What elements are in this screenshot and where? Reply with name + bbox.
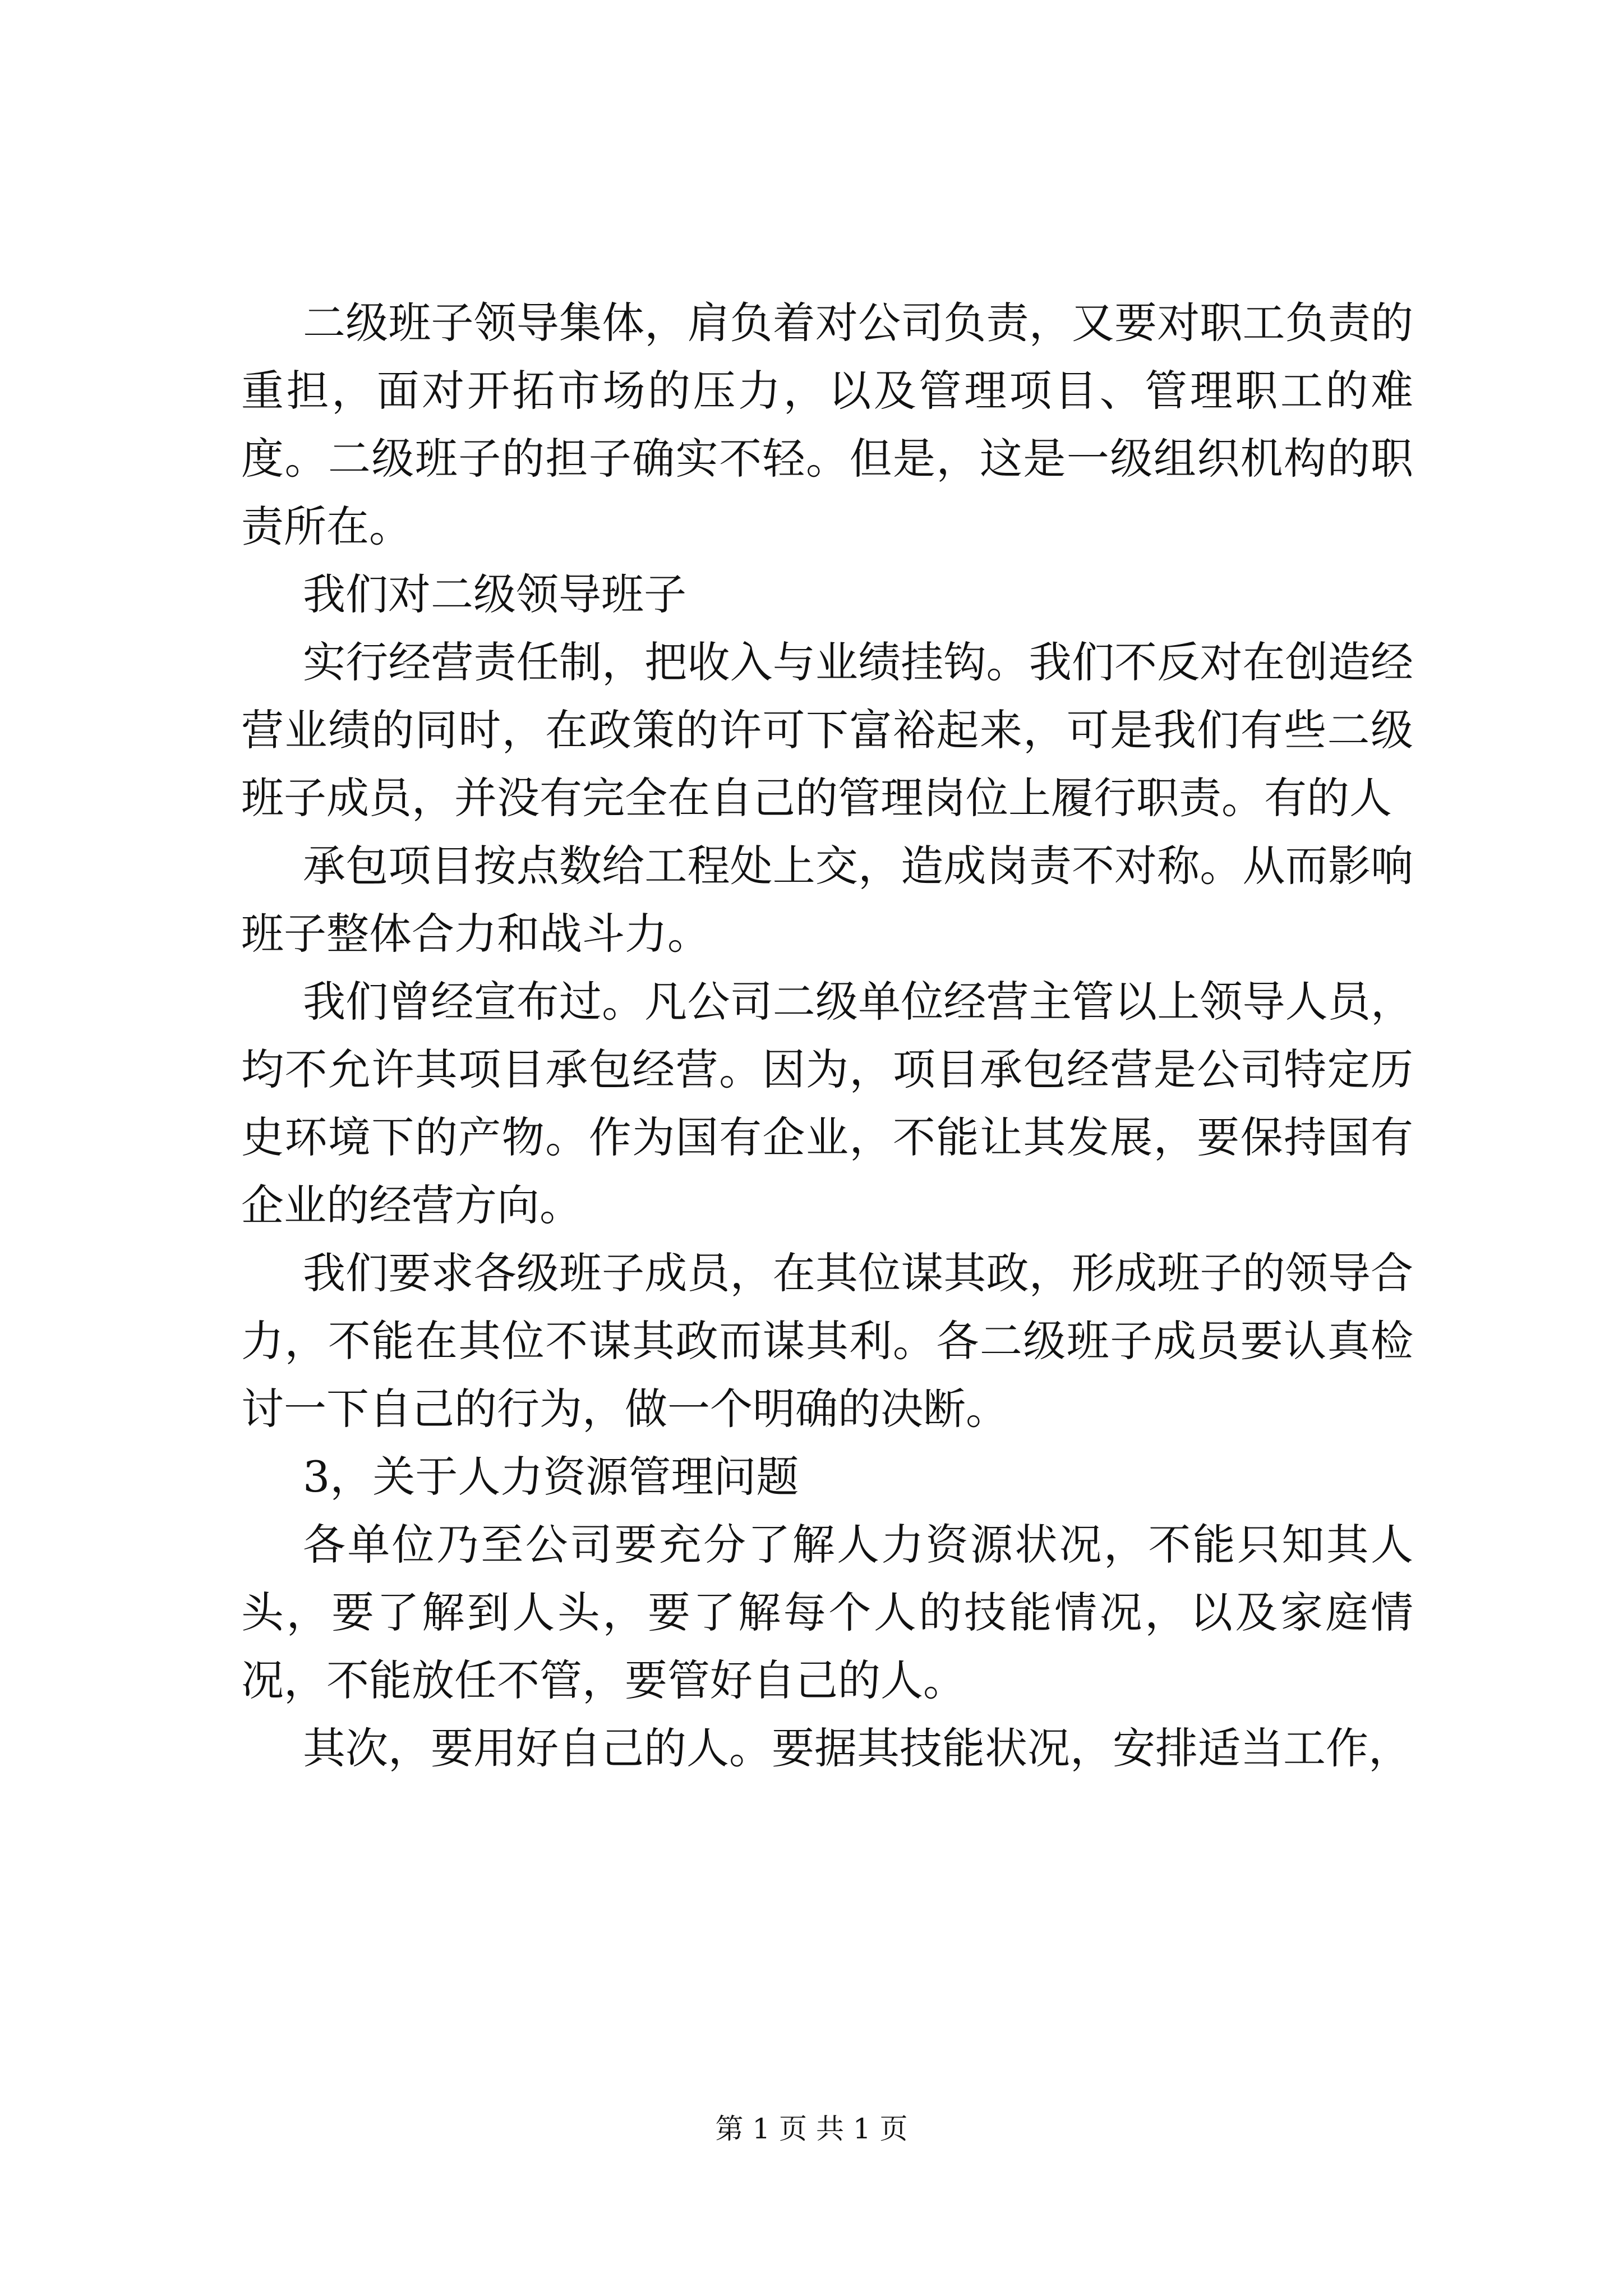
- document-body: [241, 289, 1413, 1782]
- paragraph: 其次，要用好自己的人。要据其技能状况，安排适当工作，: [303, 1723, 1411, 1773]
- paragraph: 我们要求各级班子成员，在其位谋其政，形成班子的领导合力，不能在其位不谋其政而谋其利。各二级班子成员要认真检讨一下自己的行为，做一个明确的决断。: [241, 1248, 1413, 1434]
- page-footer: 第 1 页 共 1 页: [715, 2113, 908, 2145]
- paragraph: 实行经营责任制，把收入与业绩挂钩。我们不反对在创造经营业绩的同时，在政策的许可下富裕起来，可是我们有些二级班子成员，并没有完全在自己的管理岗位上履行职责。有的人: [241, 637, 1413, 823]
- paragraph: 各单位乃至公司要充分了解人力资源状况，不能只知其人头，要了解到人头，要了解每个人的技能情况，以及家庭情况，不能放任不管，要管好自己的人。: [241, 1520, 1413, 1705]
- section-heading: 3，关于人力资源管理问题: [303, 1452, 799, 1502]
- paragraph: 二级班子领导集体，肩负着对公司负责，又要对职工负责的重担，面对开拓市场的压力，以及管理项目、管理职工的难度。二级班子的担子确实不轻。但是，这是一级组织机构的职责所在。: [241, 298, 1413, 551]
- paragraph: 承包项目按点数给工程处上交，造成岗责不对称。从而影响班子整体合力和战斗力。: [241, 841, 1413, 959]
- paragraph: 我们对二级领导班子: [303, 569, 686, 619]
- paragraph: 我们曾经宣布过。凡公司二级单位经营主管以上领导人员，均不允许其项目承包经营。因为，项目承包经营是公司特定历史环境下的产物。作为国有企业，不能让其发展，要保持国有企业的经营方向。: [241, 977, 1413, 1230]
